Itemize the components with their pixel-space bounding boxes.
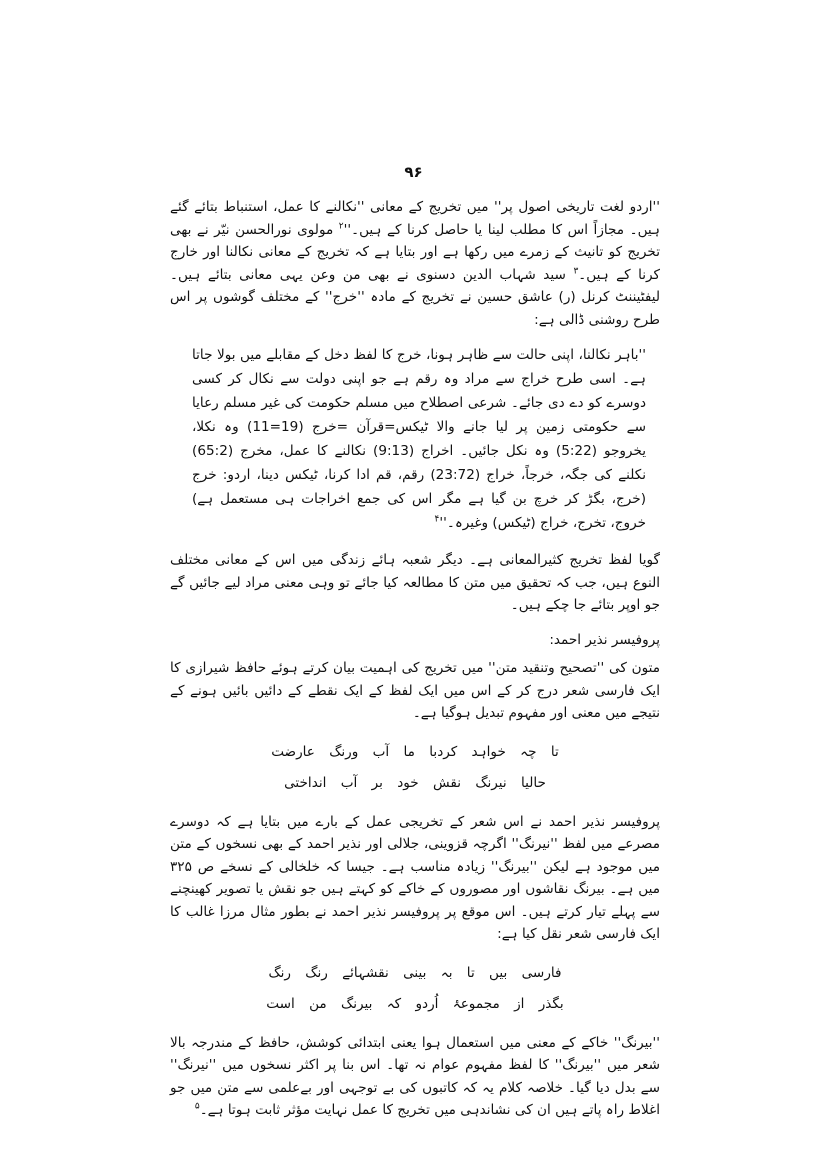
conclusion-text: ''بیرنگ'' خاکے کے معنی میں استعمال ہوا یعنی ابتدائی کوشش، حافظ کے مندرجہ بالا شعر میں ''بیرنگ'' کا لفظ مفہوم عوام نہ تھا۔ اس بنا پر اکثر نسخوں میں ''نیرنگ'' سے بدل دیا گیا۔ خلاصہ کلام یہ کہ کاتبوں کی بے توجہی اور بےعلمی سے متن میں جو اغلاط راہ پاتے ہیں ان کی نشاندہی میں تخریج کا عمل نہایت مؤثر ثابت ہوتا ہے۔ — [170, 1034, 660, 1118]
hafiz-intro-paragraph: متون کی ''تصحیح وتنقید متن'' میں تخریج کی اہمیت بیان کرتے ہوئے حافظ شیرازی کا ایک فارسی شعر درج کر کے اس میں ایک لفظ کے ایک نقطے کے دائیں بائیں ہونے کے نتیجے میں معنی اور مفہوم تبدیل ہوگیا ہے۔ — [170, 660, 660, 721]
page-body — [170, 196, 660, 1134]
footnote-marker: ۴ — [434, 514, 440, 525]
intro-text-part-3: سید شہاب الدین دسنوی نے بھی من وعن یہی معانی بتائے ہیں۔ لیفٹیننٹ کرنل (ر) عاشق حسین نے تخریج کے مادہ ''خرج'' کے مختلف گوشوں پر اس طرح روشنی ڈالی ہے: — [170, 266, 660, 328]
footnote-marker: ۲ — [338, 220, 344, 231]
footnote-marker: ۵ — [194, 1101, 200, 1112]
verse-line: بگذر از مجموعۂ اُردو کہ بیرنگ من است — [266, 995, 564, 1012]
page-number: ۹۶ — [404, 163, 423, 181]
verse-line: حالیا نیرنگ نقش خود بر آب انداختی — [284, 774, 546, 791]
intro-text-part-2: مولوی نورالحسن نیّر نے بھی تخریج کو تانیث کے زمرے میں رکھا ہے اور بتایا ہے کہ تخریج کے معانی نکالنا اور خارج کرنا کے ہیں۔ — [170, 221, 660, 283]
analysis-paragraph: پروفیسر نذیر احمد نے اس شعر کے تخریجی عمل کے بارے میں بتایا ہے کہ دوسرے مصرعے میں لفظ ''نیرنگ'' اگرچہ قزوینی، جلالی اور نذیر احمد کے بھی نسخوں کے متن میں موجود ہے لیکن ''بیرنگ'' زیادہ مناسب ہے۔ جیسا کہ خلخالی کے نسخے ص ۳۲۵ میں ہے۔ بیرنگ نقاشوں اور مصوروں کے خاکے کو کہتے ہیں جو نقش یا تصویر کھینچنے سے پہلے تیار کرتے ہیں۔ اس موقع پر پروفیسر نذیر احمد نے بطور مثال مرزا غالب کا ایک فارسی شعر نقل کیا ہے: — [170, 813, 660, 942]
ghalib-verse — [170, 958, 660, 1020]
section-heading: پروفیسر نذیر احمد: — [549, 631, 660, 648]
summary-paragraph: گویا لفظ تخریج کثیرالمعانی ہے۔ دیگر شعبہ ہائے زندگی میں اس کے معانی مختلف النوع ہیں، جب کہ تحقیق میں متن کا مطالعہ کیا جائے تو وہی معنی مراد لیے جائیں گے جو اوپر بتائے جا چکے ہیں۔ — [170, 552, 660, 613]
footnote-marker: ۳ — [573, 265, 579, 276]
hafiz-verse — [170, 737, 660, 799]
intro-text-part-1: ''اردو لغت تاریخی اصول پر'' میں تخریج کے معانی ''نکالنے کا عمل، استنباط بتائے گئے ہیں۔ مجازاً اس کا مطلب لینا یا حاصل کرنا کے ہیں۔'' — [170, 199, 660, 238]
quote-text: ''باہر نکالنا، اپنی حالت سے ظاہر ہونا، خرج کا لفظ دخل کے مقابلے میں بولا جاتا ہے۔ اسی طرح خراج سے مراد وہ رقم ہے جو اپنی دولت سے نکال کر کسی دوسرے کو دے دی جائے۔ شرعی اصطلاح میں مسلم حکومت کی غیر مسلم رعایا سے حکومتی زمین پر لیا جانے والا ٹیکس=قرآن =خرج (19=11) وہ نکلا، یخروجو (5:22) وہ نکل جائیں۔ اخراج (9:13) نکالنے کا عمل، مخرج (65:2) نکلنے کی جگہ، خرجاً، خراج (23:72) رقم، قم ادا کرنا، ٹیکس دینا، اردو: خرج (خرج، بگڑ کر خرچ بن گیا ہے مگر اس کی جمع اخراجات ہی مستعمل ہے) خروج، تخرج، خراج (ٹیکس) وغیرہ۔'' — [192, 347, 647, 531]
block-quote — [192, 343, 646, 535]
conclusion-paragraph — [170, 1032, 660, 1122]
verse-line: تا چہ خواہد کردبا ما آب ورنگ عارضت — [271, 743, 559, 760]
verse-line: فارسی بیں تا بہ بینی نقشہائے رنگ رنگ — [268, 964, 562, 981]
intro-paragraph — [170, 196, 660, 331]
